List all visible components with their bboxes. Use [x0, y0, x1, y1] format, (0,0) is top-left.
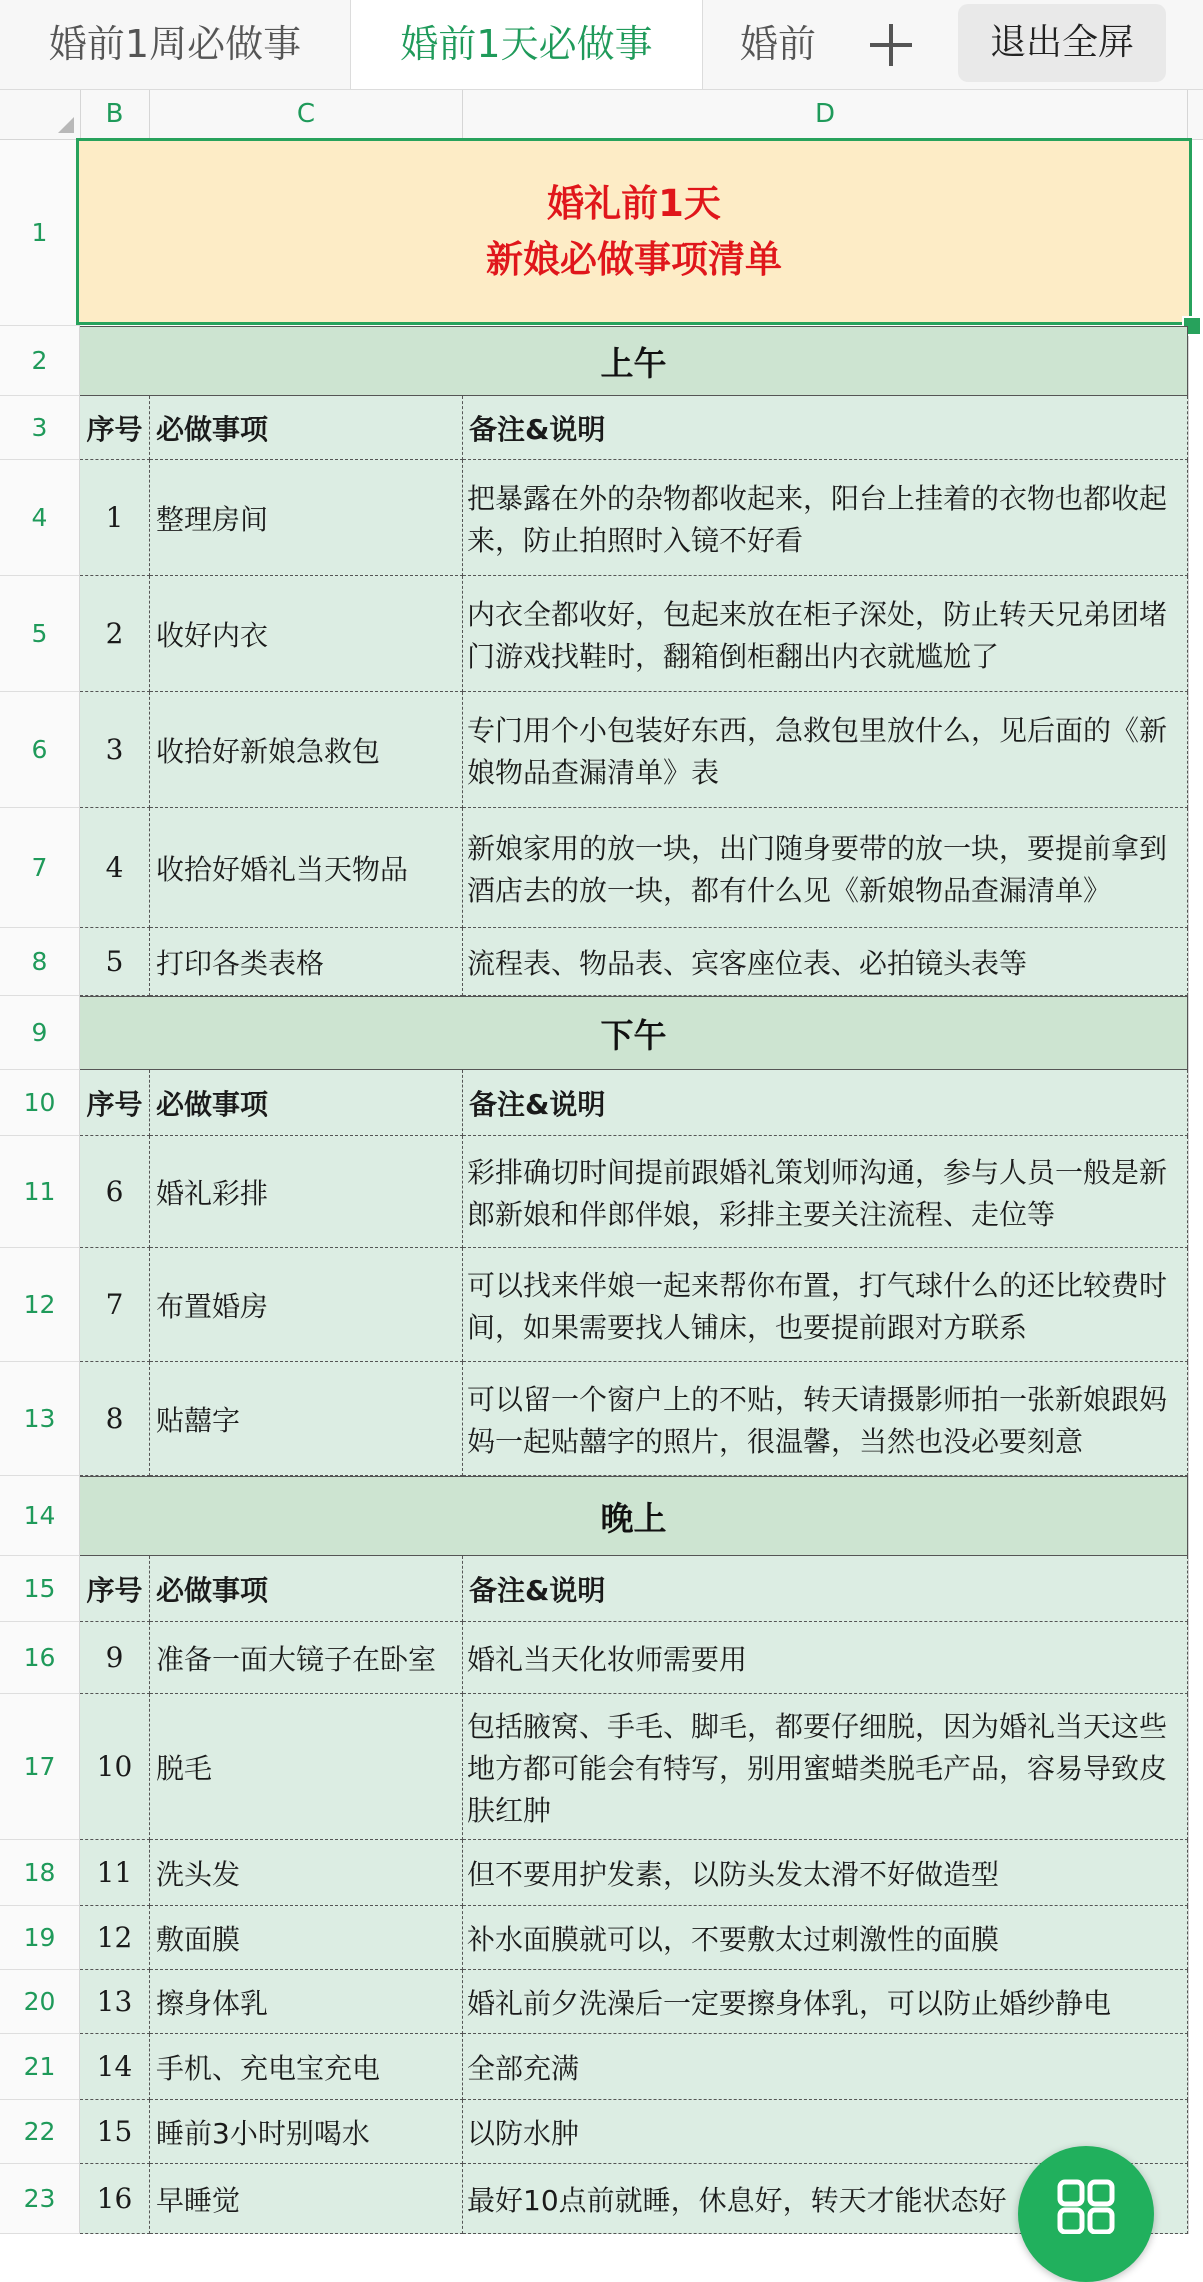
- row-number[interactable]: 7: [0, 808, 80, 928]
- row-number[interactable]: 21: [0, 2034, 80, 2100]
- row-task[interactable]: 整理房间: [150, 460, 463, 576]
- row-number[interactable]: 3: [0, 396, 80, 460]
- column-header-bar: [0, 90, 1203, 140]
- row-note-text: 流程表、物品表、宾客座位表、必拍镜头表等: [467, 946, 1028, 980]
- row-number[interactable]: 23: [0, 2164, 80, 2234]
- column-header-c[interactable]: C: [150, 90, 463, 139]
- row-note-text: 新娘家用的放一块，出门随身要带的放一块，要提前拿到酒店去的放一块，都有什么见《新娘物品查漏清单》: [467, 831, 1168, 907]
- row-note[interactable]: [463, 1970, 1188, 2034]
- row-task[interactable]: 收拾好婚礼当天物品: [150, 808, 463, 928]
- row-note[interactable]: [463, 1622, 1188, 1694]
- header-task[interactable]: 必做事项: [150, 396, 463, 460]
- row-number[interactable]: 2: [0, 326, 80, 396]
- row-no[interactable]: 8: [80, 1362, 150, 1476]
- row-number[interactable]: 14: [0, 1476, 80, 1556]
- row-no[interactable]: 3: [80, 692, 150, 808]
- row-number[interactable]: 15: [0, 1556, 80, 1622]
- row-task[interactable]: 敷面膜: [150, 1906, 463, 1970]
- row-note[interactable]: [463, 576, 1188, 692]
- section-afternoon[interactable]: 下午: [80, 996, 1188, 1070]
- row-task[interactable]: 擦身体乳: [150, 1970, 463, 2034]
- row-number[interactable]: 17: [0, 1694, 80, 1840]
- header-task[interactable]: 必做事项: [150, 1070, 463, 1136]
- row-no[interactable]: 4: [80, 808, 150, 928]
- row-no[interactable]: 1: [80, 460, 150, 576]
- row-note-text: 专门用个小包装好东西，急救包里放什么，见后面的《新娘物品查漏清单》表: [467, 713, 1168, 789]
- sheet-tab-bar: [0, 0, 1203, 90]
- row-note-text: 内衣全都收好，包起来放在柜子深处，防止转天兄弟团堵门游戏找鞋时，翻箱倒柜翻出内衣就尴尬了: [467, 597, 1168, 673]
- row-note[interactable]: [463, 1136, 1188, 1248]
- header-no[interactable]: 序号: [80, 1070, 150, 1136]
- row-note[interactable]: [463, 928, 1188, 996]
- row-task[interactable]: 早睡觉: [150, 2164, 463, 2234]
- header-note[interactable]: 备注&说明: [463, 1556, 1188, 1622]
- column-header-d[interactable]: D: [463, 90, 1188, 139]
- floating-action-button[interactable]: [1018, 2146, 1154, 2282]
- tab-wedding-1-day[interactable]: 婚前1天必做事: [351, 0, 702, 89]
- tab-wedding-truncated[interactable]: 婚前: [739, 22, 816, 66]
- row-number[interactable]: 20: [0, 1970, 80, 2034]
- row-note-text: 最好10点前就睡，休息好，转天才能状态好: [467, 2183, 1007, 2217]
- row-task[interactable]: 婚礼彩排: [150, 1136, 463, 1248]
- row-task[interactable]: 收好内衣: [150, 576, 463, 692]
- row-note-text: 把暴露在外的杂物都收起来，阳台上挂着的衣物也都收起来，防止拍照时入镜不好看: [467, 481, 1168, 557]
- header-note[interactable]: 备注&说明: [463, 396, 1188, 460]
- row-number[interactable]: 5: [0, 576, 80, 692]
- row-note-text: 但不要用护发素，以防头发太滑不好做造型: [467, 1857, 1000, 1891]
- row-number[interactable]: 6: [0, 692, 80, 808]
- header-no[interactable]: 序号: [80, 396, 150, 460]
- row-task[interactable]: 洗头发: [150, 1840, 463, 1906]
- plus-icon[interactable]: [870, 24, 912, 66]
- row-task[interactable]: 布置婚房: [150, 1248, 463, 1362]
- header-task[interactable]: 必做事项: [150, 1556, 463, 1622]
- tab-wedding-1-week[interactable]: 婚前1周必做事: [48, 22, 302, 66]
- row-number[interactable]: 22: [0, 2100, 80, 2164]
- row-note-text: 全部充满: [467, 2051, 580, 2085]
- row-number[interactable]: 4: [0, 460, 80, 576]
- row-no[interactable]: 2: [80, 576, 150, 692]
- row-no[interactable]: 11: [80, 1840, 150, 1906]
- row-note[interactable]: [463, 1906, 1188, 1970]
- row-no[interactable]: 14: [80, 2034, 150, 2100]
- row-note-text: 补水面膜就可以，不要敷太过刺激性的面膜: [467, 1922, 1000, 1956]
- header-note[interactable]: 备注&说明: [463, 1070, 1188, 1136]
- row-task[interactable]: 手机、充电宝充电: [150, 2034, 463, 2100]
- row-number[interactable]: 10: [0, 1070, 80, 1136]
- row-no[interactable]: 12: [80, 1906, 150, 1970]
- row-note[interactable]: [463, 1694, 1188, 1840]
- row-note[interactable]: [463, 2034, 1188, 2100]
- section-morning[interactable]: 上午: [80, 326, 1188, 396]
- row-note-text: 彩排确切时间提前跟婚礼策划师沟通，参与人员一般是新郎新娘和伴郎伴娘，彩排主要关注流程、走位等: [467, 1155, 1168, 1231]
- grid-app-icon: [1056, 2178, 1116, 2234]
- row-no[interactable]: 9: [80, 1622, 150, 1694]
- row-number[interactable]: 16: [0, 1622, 80, 1694]
- select-all-icon: [58, 117, 74, 133]
- row-note-text: 婚礼前夕洗澡后一定要擦身体乳，可以防止婚纱静电: [467, 1986, 1112, 2020]
- row-task[interactable]: 准备一面大镜子在卧室: [150, 1622, 463, 1694]
- row-number[interactable]: 8: [0, 928, 80, 996]
- row-note-text: 包括腋窝、手毛、脚毛，都要仔细脱，因为婚礼当天这些地方都可能会有特写，别用蜜蜡类脱毛产品，容易导致皮肤红肿: [467, 1709, 1168, 1827]
- row-note-text: 可以留一个窗户上的不贴，转天请摄影师拍一张新娘跟妈妈一起贴囍字的照片，很温馨，当然也没必要刻意: [467, 1382, 1168, 1458]
- row-task[interactable]: 收拾好新娘急救包: [150, 692, 463, 808]
- row-note[interactable]: [463, 1248, 1188, 1362]
- row-number[interactable]: 18: [0, 1840, 80, 1906]
- row-number[interactable]: 12: [0, 1248, 80, 1362]
- column-header-b[interactable]: B: [80, 90, 150, 139]
- row-note[interactable]: [463, 808, 1188, 928]
- sheet-right-gutter: [1188, 140, 1203, 2234]
- row-number[interactable]: 13: [0, 1362, 80, 1476]
- row-note[interactable]: [463, 1362, 1188, 1476]
- row-number[interactable]: 19: [0, 1906, 80, 1970]
- select-all-corner[interactable]: [0, 90, 81, 139]
- section-evening[interactable]: 晚上: [80, 1476, 1188, 1556]
- row-note-text: 以防水肿: [467, 2116, 580, 2150]
- row-note-text: 婚礼当天化妆师需要用: [467, 1642, 748, 1676]
- row-no[interactable]: 16: [80, 2164, 150, 2234]
- row-no[interactable]: 7: [80, 1248, 150, 1362]
- row-no[interactable]: 15: [80, 2100, 150, 2164]
- row-task[interactable]: 脱毛: [150, 1694, 463, 1840]
- title-line-1: 婚礼前1天: [547, 181, 721, 225]
- row-number[interactable]: 1: [0, 140, 80, 326]
- row-task[interactable]: 打印各类表格: [150, 928, 463, 996]
- row-note[interactable]: [463, 692, 1188, 808]
- header-no[interactable]: 序号: [80, 1556, 150, 1622]
- row-number[interactable]: 9: [0, 996, 80, 1070]
- row-task[interactable]: 贴囍字: [150, 1362, 463, 1476]
- row-task[interactable]: 睡前3小时别喝水: [150, 2100, 463, 2164]
- row-no[interactable]: 5: [80, 928, 150, 996]
- title-line-2: 新娘必做事项清单: [486, 237, 782, 281]
- row-number[interactable]: 11: [0, 1136, 80, 1248]
- row-note[interactable]: [463, 1840, 1188, 1906]
- row-note-text: 可以找来伴娘一起来帮你布置，打气球什么的还比较费时间，如果需要找人铺床，也要提前跟对方联系: [467, 1268, 1168, 1344]
- row-note[interactable]: [463, 460, 1188, 576]
- exit-fullscreen-button[interactable]: 退出全屏: [958, 4, 1166, 82]
- row-no[interactable]: 6: [80, 1136, 150, 1248]
- title-cell[interactable]: [76, 138, 1192, 325]
- row-no[interactable]: 13: [80, 1970, 150, 2034]
- row-no[interactable]: 10: [80, 1694, 150, 1840]
